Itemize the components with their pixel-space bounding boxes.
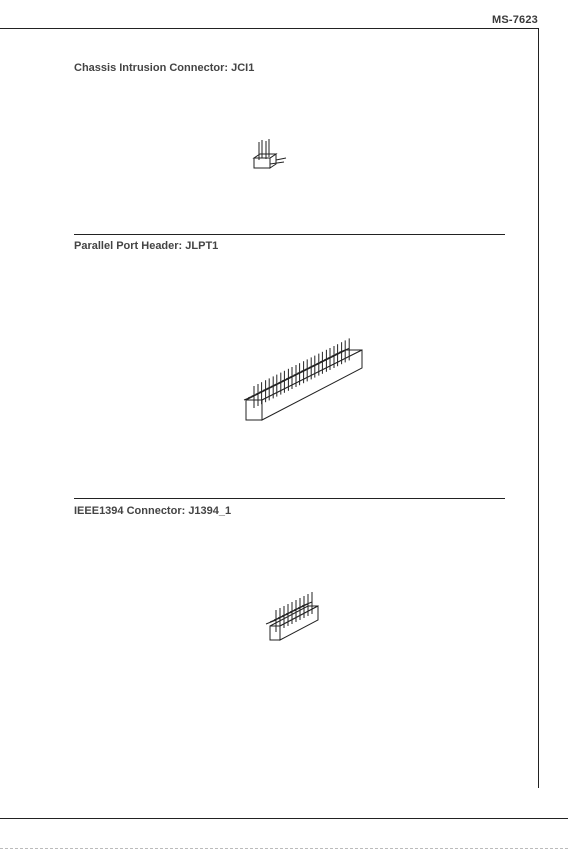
page-bottom-dashes <box>0 848 568 849</box>
section-title-jlpt1: Parallel Port Header: JLPT1 <box>74 240 219 252</box>
jlpt1-connector-diagram <box>228 334 378 428</box>
section-title-jci1: Chassis Intrusion Connector: JCI1 <box>74 62 255 74</box>
frame-bottom-line <box>0 818 568 819</box>
j1394-connector-diagram <box>258 590 328 648</box>
separator-2 <box>74 498 505 499</box>
frame-right-line <box>538 28 539 788</box>
model-label: MS-7623 <box>491 14 538 26</box>
section-title-j1394: IEEE1394 Connector: J1394_1 <box>74 505 232 517</box>
separator-1 <box>74 234 505 235</box>
jci1-connector-diagram <box>250 138 290 172</box>
frame-top-line <box>0 28 538 29</box>
